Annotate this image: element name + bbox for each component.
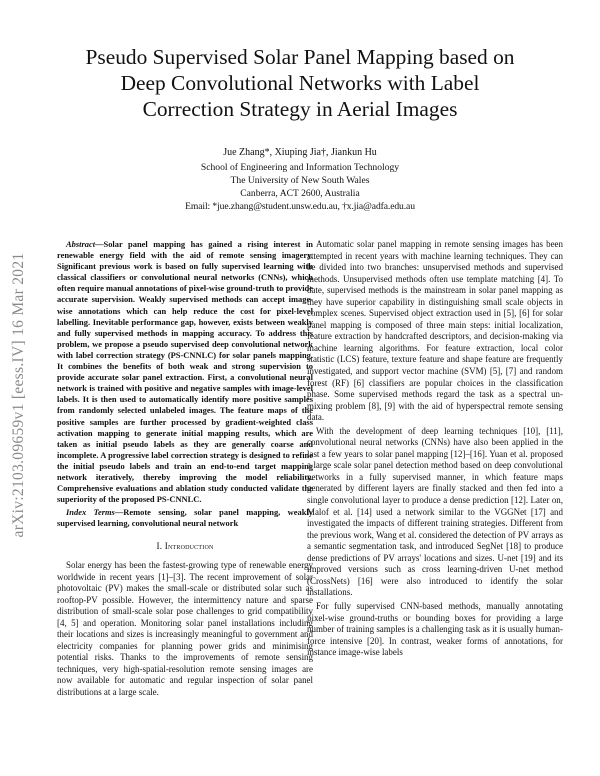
author-block (40, 146, 560, 213)
section-heading-introduction: I. Introduction (156, 541, 214, 552)
arxiv-identifier-sidebar (4, 205, 34, 585)
right-column (307, 239, 563, 659)
abstract-lead: Abstract (66, 239, 96, 249)
index-terms-text: —Remote sensing, solar panel mapping, weakly supervised learning, convolutional neural network (57, 507, 313, 529)
author-school: School of Engineering and Information Technology (200, 162, 400, 173)
author-city: Canberra, ACT 2600, Australia (240, 188, 360, 199)
author-email: Email: *jue.zhang@student.unsw.edu.au, †x.jia@adfa.edu.au (185, 201, 415, 212)
paper-title (40, 44, 560, 122)
right-paragraph-1: Automatic solar panel mapping in remote sensing images has been attempted in recent years with machine learning techniques. They can be divided into two branches: unsupervised methods and supervised methods. Unsupervised methods often use template matching [4]. To date, supervised methods is the mainstream in solar panel mapping as they have superior capability in distinguishing small scale objects in complex scenes. Supervised object extraction used in [5], [6] for solar panel mapping is composed of three main steps: initial localization, feature extraction by handcrafted descriptors, and decision-making via machine learning algorithms. For feature extraction, local color statistic (LCS) feature, texture feature and shape feature are frequently investigated, and support vector machine (SVM) [5], [7] and random forest (RF) [6] classifiers are popular choices in the classification phase. Some supervised methods regard the task as a spectral un-mixing problem [8], [9] with the aid of hyperspectral remote sensing data. (307, 239, 563, 423)
index-terms-lead: Index Terms (66, 507, 115, 518)
right-paragraph-3: For fully supervised CNN-based methods, manually annotating pixel-wise ground-truths or bounding boxes for providing a large number of training samples is a challenging task as it is usually human-force intensive [20]. In contrast, weaker forms of annotations, for instance image-wise labels (307, 600, 563, 658)
abstract-text: —Solar panel mapping has gained a rising interest in renewable energy field with the aid of remote sensing imagery. Significant previous work is based on fully supervised learning with classical classifiers or convolutional neural networks (CNNs), which often require manual annotations of pixel-wise ground-truth to provide accurate supervision. Weakly supervised methods can accept image-wise annotations which can help reduce the cost for pixel-level labelling. Inevitable performance gap, however, exists between weakly and fully supervised methods in mapping accuracy. To address this problem, we propose a pseudo supervised deep convolutional network with label correction strategy (PS-CNNLC) for solar panels mapping. It combines the benefits of both weak and strong supervision to provide accurate solar panel extraction. First, a convolutional neural network is trained with positive and negative samples with image-level labels. It is then used to automatically identify more positive samples from randomly selected unlabeled images. The feature maps of the positive samples are further processed by gradient-weighted class activation mapping to generate initial mapping results, which are taken as initial pseudo labels as they are generally coarse and incomplete. A progressive label correction strategy is designed to refine the initial pseudo labels and train an end-to-end target mapping network iteratively, thereby improving the model reliability. Comprehensive evaluations and ablation study conducted validate the superiority of the proposed PS-CNNLC. (57, 239, 313, 505)
title-line-1: Pseudo Supervised Solar Panel Mapping based on (85, 45, 515, 69)
abstract-paragraph (57, 239, 313, 505)
index-terms-paragraph (57, 507, 313, 529)
title-line-3: Correction Strategy in Aerial Images (142, 97, 458, 121)
arxiv-identifier-text: arXiv:2103.09659v1 [eess.IV] 16 Mar 2021 (10, 252, 27, 538)
title-line-2: Deep Convolutional Networks with Label (120, 71, 480, 95)
intro-paragraph-1: Solar energy has been the fastest-growing type of renewable energy worldwide in recent years [1]–[3]. The recent improvement of solar photovoltaic (PV) makes the small-scale or distributed solar such as rooftop-PV possible. However, the intermittency nature and sparse distribution of small-scale solar pose challenges to grid compatibility [4, 5] and operation. Monitoring solar panel installations including their locations and sizes is increasingly meaningful to government and electricity companies for planning power grids and minimising potential risks. Thanks to the improvements of remote sensing techniques, very high-spatial-resolution remote sensing images are now available for automatic and regular inspection of solar panel distributions at a large scale. (57, 559, 313, 697)
author-names: Jue Zhang*, Xiuping Jia†, Jiankun Hu (223, 147, 377, 158)
left-column (57, 239, 313, 699)
author-university: The University of New South Wales (230, 175, 370, 186)
right-paragraph-2: With the development of deep learning techniques [10], [11], convolutional neural networks (CNNs) have also been applied in the last a few years to solar panel mapping [12]–[16]. Yuan et al. proposed a large scale solar panel detection method based on deep convolutional networks in a fully supervised manner, in which feature maps generated by different layers are finally stacked and then fed into a single convolutional layer to produce a dense prediction [12]. Later on, Malof et al. [14] used a network similar to the VGGNet [17] and investigated the impacts of different training strategies. Different from the previous work, Wang et al. considered the detection of PV arrays as a semantic segmentation task, and introduced SegNet [18] to produce dense predictions of PV arrays' locations and sizes. U-net [19] and its improved versions such as cross learning-driven U-net method (CrossNets) [16] were also introduced to identify the solar installations. (307, 425, 563, 598)
